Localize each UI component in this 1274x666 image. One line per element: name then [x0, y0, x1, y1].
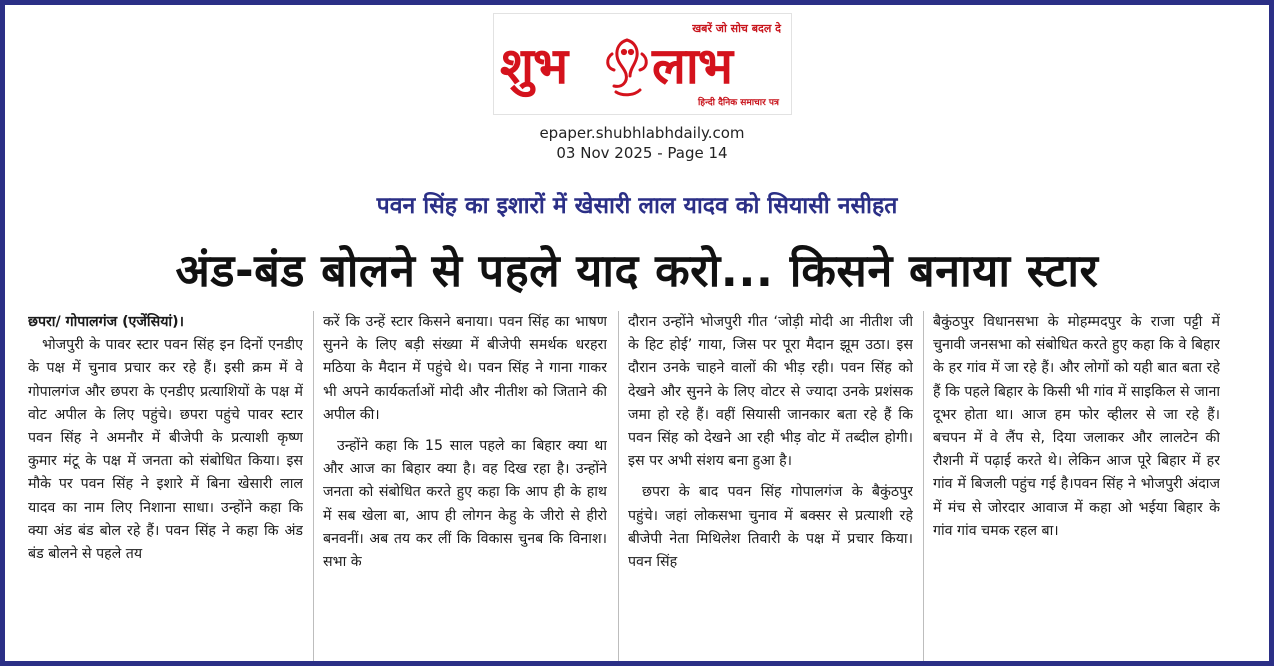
column-divider [923, 311, 924, 663]
article-column-3 [628, 311, 913, 663]
masthead-logo [493, 13, 792, 115]
column-2-text-2: उन्होंने कहा कि 15 साल पहले का बिहार क्या था और आज का बिहार क्या है। वह दिख रहा है। उन्होंने जनता को संबोधित करते हुए कहा कि आप ही के हाथ में सब खेला बा, आप ही लोगन केहु के जीरो से हीरो बनवनीं। अब तय कर लीं कि विकास चुनब कि विनाश। सभा के [323, 438, 607, 571]
epaper-url: epaper.shubhlabhdaily.com [539, 124, 745, 142]
article-column-2 [323, 311, 607, 663]
column-4-text: बैकुंठपुर विधानसभा के मोहम्मदपुर के राजा पट्टी में चुनावी जनसभा को संबोधित करते हुए कहा कि वे बिहार के हर गांव में जा रहे हैं। और लोगों को यही बात बता रहे हैं कि पहले बिहार के किसी भी गांव में साइकिल से जाना दूभर होता था। आज हम फोर व्हीलर से जा रहे हैं। बचपन में वे लैंप से, दिया जलाकर और लालटेन की रौशनी में पढ़ाई करते थे। लेकिन आज पूरे बिहार में हर गांव में बिजली पहुंच गई है।पवन सिंह ने भोजपुरी अंदाज में मंच से जोरदार आवाज में कहा ओ भईया बिहार के गांव गांव चमक रहल बा। [933, 314, 1220, 539]
article-kicker: पवन सिंह का इशारों में खेसारी लाल यादव को सियासी नसीहत [376, 193, 898, 219]
logo-word-shubh: शुभ [500, 36, 568, 95]
article-headline: अंड-बंड बोलने से पहले याद करो... किसने बनाया स्टार [175, 244, 1099, 297]
article-dateline: छपरा/ गोपालगंज (एजेंसियां)। [28, 314, 184, 330]
article-column-4 [933, 311, 1220, 663]
column-3-text-1: दौरान उन्होंने भोजपुरी गीत ‘जोड़ी मोदी आ नीतीश जी के हिट होई’ गाया, जिस पर पूरा मैदान झूम उठा। इस दौरान उनके चाहने वालों की भीड़ रही। पवन सिंह को देखने और सुनने के लिए वोटर से ज्यादा उनके प्रशंसक जमा हो रहे हैं। वहीं सियासी जानकार बता रहे हैं कि पवन सिंह को देखने आ रही भीड़ वोट में तब्दील होगी। इस पर अभी संशय बना हुआ है। [628, 314, 913, 470]
logo-tagline: खबरें जो सोच बदल दे [692, 22, 781, 35]
column-divider [618, 311, 619, 663]
issue-date-page: 03 Nov 2025 - Page 14 [556, 144, 728, 162]
column-2-text-1: करें कि उन्हें स्टार किसने बनाया। पवन सिंह का भाषण सुनने के लिए बड़ी संख्या में बीजेपी समर्थक धरहरा मठिया के मैदान में पहुंचे थे। पवन सिंह ने गाना गाकर भी अपने कार्यकर्ताओं मोदी और नीतीश को जिताने की अपील की। [323, 314, 607, 423]
ganesha-emblem-icon [602, 34, 652, 100]
article-column-1 [28, 311, 303, 663]
logo-subtag: हिन्दी दैनिक समाचार पत्र [697, 98, 779, 108]
logo-word-labh: लाभ [652, 36, 732, 95]
column-divider [313, 311, 314, 663]
column-1-text: भोजपुरी के पावर स्टार पवन सिंह इन दिनों एनडीए के पक्ष में चुनाव प्रचार कर रहे हैं। इसी क्रम में वे गोपालगंज और छपरा के एनडीए प्रत्याशियों के पक्ष में वोट अपील के लिए पहुंचे। छपरा पहुंचे पावर स्टार पवन सिंह ने अमनौर में बीजेपी के प्रत्याशी कृष्ण कुमार मंटू के पक्ष में जनता को संबोधित किया। इस मौके पर पवन सिंह ने इशारे में बिना खेसारी लाल यादव का नाम लिए निशाना साधा। उन्होंने कहा कि क्या अंड बंड बोल रहे हैं। पवन सिंह ने कहा कि अंड बंड बोलने से पहले तय [28, 337, 303, 563]
column-3-text-2: छपरा के बाद पवन सिंह गोपालगंज के बैकुंठपुर पहुंचे। जहां लोकसभा चुनाव में बक्सर से प्रत्याशी रहे बीजेपी नेता मिथिलेश तिवारी के पक्ष में प्रचार किया। पवन सिंह [628, 484, 913, 571]
